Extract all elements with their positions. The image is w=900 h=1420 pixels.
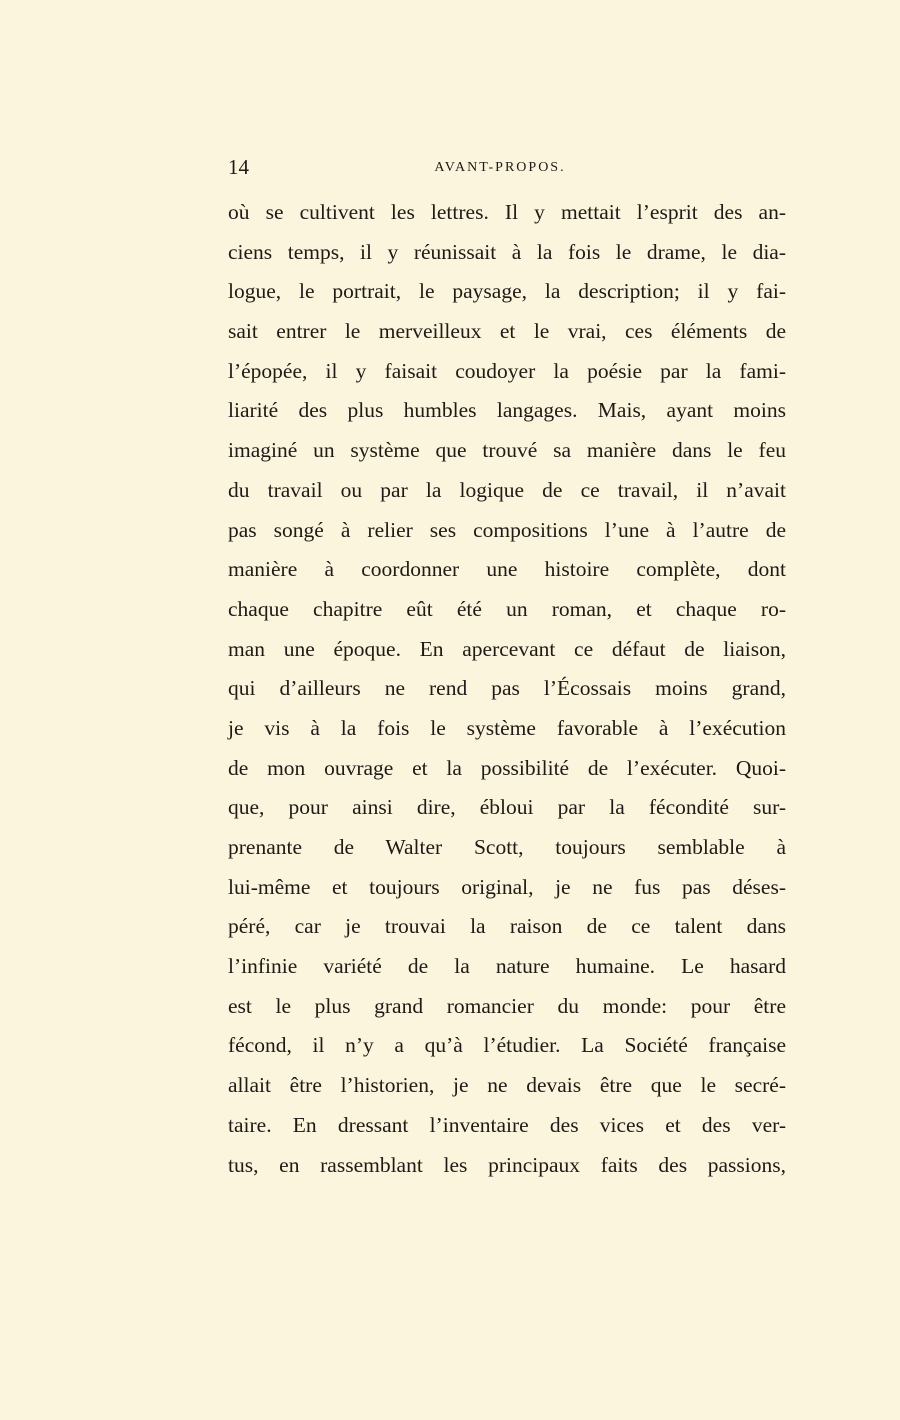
text-line: péré, car je trouvai la raison de ce talent dans xyxy=(228,914,786,939)
text-line: de mon ouvrage et la possibilité de l’exécuter. Quoi- xyxy=(228,755,786,780)
text-line: l’épopée, il y faisait coudoyer la poésie par la fami- xyxy=(228,358,786,383)
text-line: ciens temps, il y réunissait à la fois le drame, le dia- xyxy=(228,239,786,264)
text-line: liarité des plus humbles langages. Mais, ayant moins xyxy=(228,398,786,423)
text-line: taire. En dressant l’inventaire des vices et des ver- xyxy=(228,1112,786,1137)
text-line: tus, en rassemblant les principaux faits des passions, xyxy=(228,1152,786,1177)
text-line: chaque chapitre eût été un roman, et chaque ro- xyxy=(228,596,786,621)
text-line: allait être l’historien, je ne devais être que le secré- xyxy=(228,1073,786,1098)
text-line: qui d’ailleurs ne rend pas l’Écossais moins grand, xyxy=(228,676,786,701)
text-line: fécond, il n’y a qu’à l’étudier. La Société française xyxy=(228,1033,786,1058)
text-line: prenante de Walter Scott, toujours semblable à xyxy=(228,835,786,859)
running-title: AVANT-PROPOS. xyxy=(434,160,566,175)
text-line: imaginé un système que trouvé sa manière dans le feu xyxy=(228,438,786,463)
text-line: du travail ou par la logique de ce travail, il n’avait xyxy=(228,477,786,502)
text-line: sait entrer le merveilleux et le vrai, ces éléments de xyxy=(228,319,786,344)
text-line: lui-même et toujours original, je ne fus pas déses- xyxy=(228,874,786,899)
page-number: 14 xyxy=(228,155,249,179)
text-line: manière à coordonner une histoire complète, dont xyxy=(228,557,786,582)
text-line: est le plus grand romancier du monde: pour être xyxy=(228,993,786,1018)
text-line: pas songé à relier ses compositions l’une à l’autre de xyxy=(228,517,786,542)
text-line: man une époque. En apercevant ce défaut de liaison, xyxy=(228,636,786,661)
body-text xyxy=(228,193,786,1185)
text-line: l’infinie variété de la nature humaine. Le hasard xyxy=(228,954,786,979)
text-line: où se cultivent les lettres. Il y mettait l’esprit des an- xyxy=(228,200,786,224)
text-line: que, pour ainsi dire, ébloui par la fécondité sur- xyxy=(228,795,786,820)
text-line: je vis à la fois le système favorable à l’exécution xyxy=(228,715,786,740)
text-line: logue, le portrait, le paysage, la description; il y fai- xyxy=(228,279,786,304)
